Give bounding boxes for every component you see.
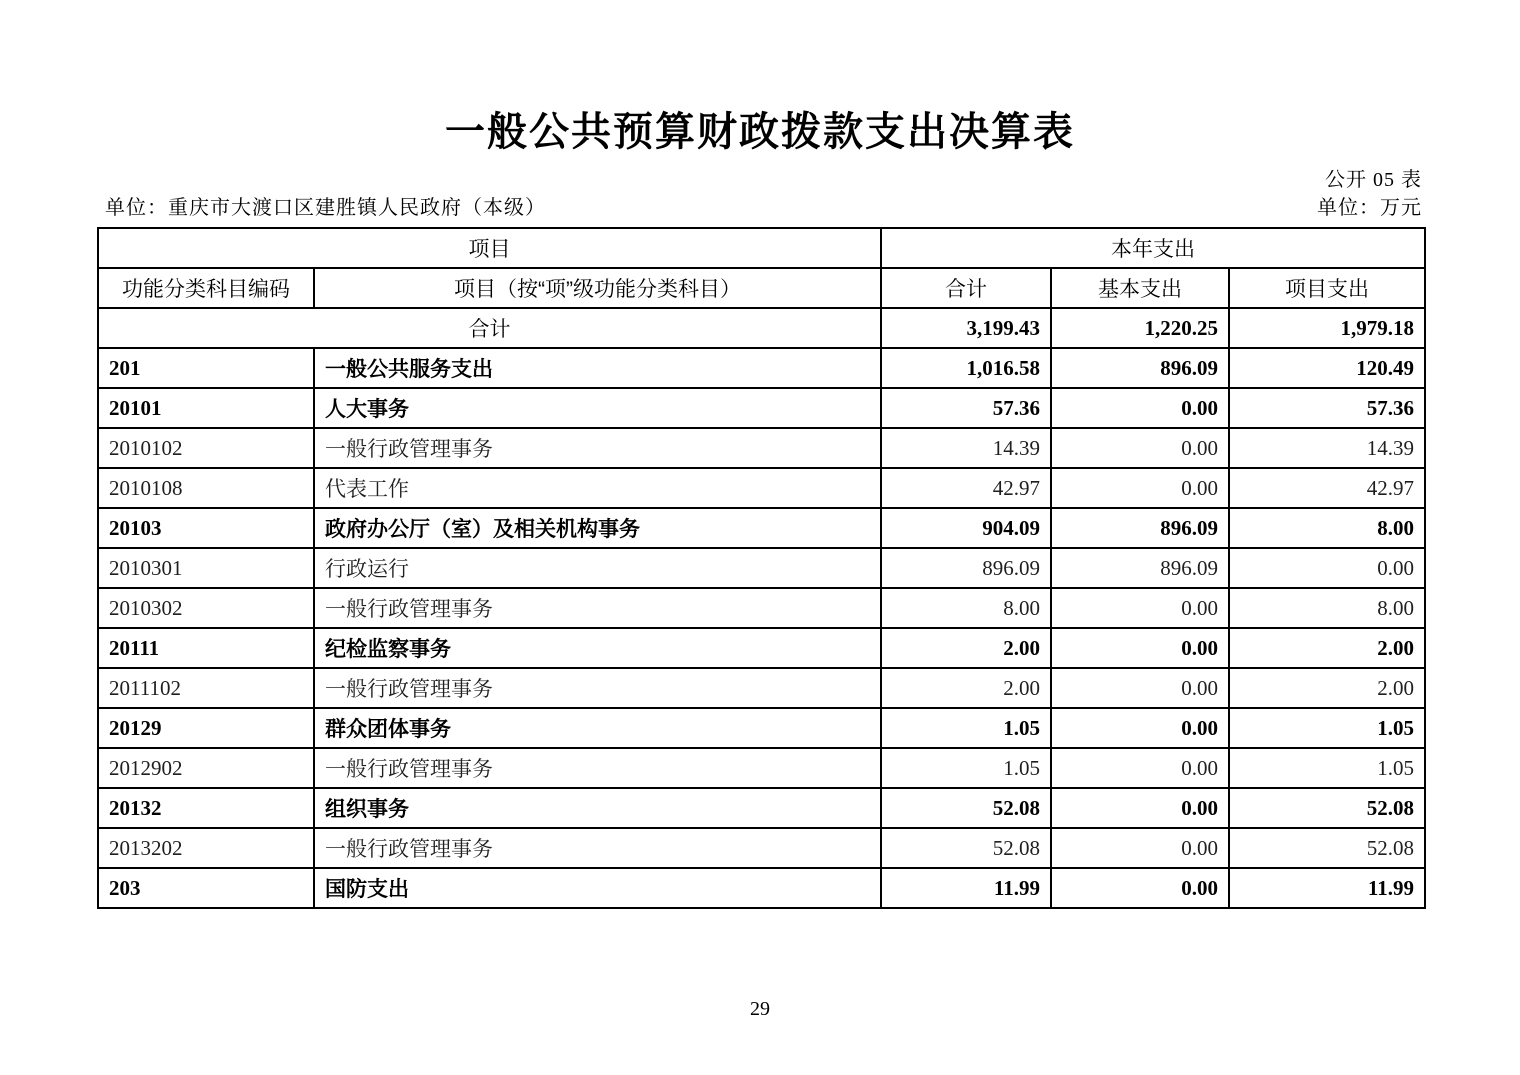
row-project-cell: 57.36: [1229, 388, 1425, 428]
row-item-cell: 一般行政管理事务: [314, 828, 881, 868]
row-basic-cell: 0.00: [1051, 468, 1229, 508]
column-header-code: 功能分类科目编码: [98, 268, 314, 308]
table-row: [98, 468, 1425, 508]
row-item-cell: 一般行政管理事务: [314, 668, 881, 708]
row-basic-cell: 896.09: [1051, 548, 1229, 588]
column-header-basic: 基本支出: [1051, 268, 1229, 308]
row-project-cell: 0.00: [1229, 548, 1425, 588]
total-row-label: 合计: [98, 308, 881, 348]
row-project-cell: 52.08: [1229, 788, 1425, 828]
row-project-cell: 1.05: [1229, 748, 1425, 788]
currency-unit-label: 单位：万元: [1317, 197, 1422, 219]
total-row-total: 3,199.43: [881, 308, 1051, 348]
row-item-cell: 代表工作: [314, 468, 881, 508]
row-total-cell: 1.05: [881, 708, 1051, 748]
column-header-total: 合计: [881, 268, 1051, 308]
row-basic-cell: 0.00: [1051, 388, 1229, 428]
row-basic-cell: 0.00: [1051, 748, 1229, 788]
table-row: [98, 348, 1425, 388]
column-header-project: 项目支出: [1229, 268, 1425, 308]
row-project-cell: 42.97: [1229, 468, 1425, 508]
org-unit-label: 单位：重庆市大渡口区建胜镇人民政府（本级）: [105, 197, 546, 219]
header-expenditure-group: 本年支出: [881, 228, 1425, 268]
row-total-cell: 904.09: [881, 508, 1051, 548]
row-code-cell: 20111: [98, 628, 314, 668]
row-project-cell: 8.00: [1229, 588, 1425, 628]
row-total-cell: 52.08: [881, 828, 1051, 868]
budget-table: [97, 227, 1426, 909]
table-row: [98, 588, 1425, 628]
page-number: 29: [750, 998, 770, 1020]
row-item-cell: 国防支出: [314, 868, 881, 908]
row-code-cell: 20132: [98, 788, 314, 828]
row-code-cell: 2010108: [98, 468, 314, 508]
page-title: 一般公共预算财政拨款支出决算表: [445, 110, 1075, 154]
row-basic-cell: 0.00: [1051, 708, 1229, 748]
table-row: [98, 828, 1425, 868]
row-total-cell: 57.36: [881, 388, 1051, 428]
row-total-cell: 2.00: [881, 628, 1051, 668]
row-item-cell: 一般行政管理事务: [314, 428, 881, 468]
row-basic-cell: 0.00: [1051, 868, 1229, 908]
row-code-cell: 2013202: [98, 828, 314, 868]
row-total-cell: 896.09: [881, 548, 1051, 588]
row-code-cell: 2010301: [98, 548, 314, 588]
row-project-cell: 2.00: [1229, 628, 1425, 668]
row-total-cell: 1.05: [881, 748, 1051, 788]
row-code-cell: 2010302: [98, 588, 314, 628]
header-item-group: 项目: [98, 228, 881, 268]
row-project-cell: 8.00: [1229, 508, 1425, 548]
header-columns-row: [98, 268, 1425, 308]
row-project-cell: 1.05: [1229, 708, 1425, 748]
row-code-cell: 2010102: [98, 428, 314, 468]
row-basic-cell: 896.09: [1051, 348, 1229, 388]
table-row: [98, 548, 1425, 588]
row-code-cell: 20103: [98, 508, 314, 548]
row-code-cell: 203: [98, 868, 314, 908]
table-row: [98, 508, 1425, 548]
row-basic-cell: 0.00: [1051, 588, 1229, 628]
row-code-cell: 2011102: [98, 668, 314, 708]
row-basic-cell: 0.00: [1051, 788, 1229, 828]
row-basic-cell: 896.09: [1051, 508, 1229, 548]
row-total-cell: 1,016.58: [881, 348, 1051, 388]
table-row: [98, 868, 1425, 908]
table-row: [98, 388, 1425, 428]
row-item-cell: 一般公共服务支出: [314, 348, 881, 388]
row-total-cell: 8.00: [881, 588, 1051, 628]
row-basic-cell: 0.00: [1051, 428, 1229, 468]
table-total-row: [98, 308, 1425, 348]
row-item-cell: 行政运行: [314, 548, 881, 588]
column-header-item: 项目（按“项”级功能分类科目）: [314, 268, 881, 308]
total-row-basic: 1,220.25: [1051, 308, 1229, 348]
row-total-cell: 52.08: [881, 788, 1051, 828]
table-code-label: 公开 05 表: [1325, 169, 1422, 191]
row-total-cell: 2.00: [881, 668, 1051, 708]
row-total-cell: 11.99: [881, 868, 1051, 908]
row-code-cell: 20101: [98, 388, 314, 428]
row-item-cell: 一般行政管理事务: [314, 588, 881, 628]
row-project-cell: 11.99: [1229, 868, 1425, 908]
row-project-cell: 52.08: [1229, 828, 1425, 868]
row-project-cell: 14.39: [1229, 428, 1425, 468]
row-code-cell: 201: [98, 348, 314, 388]
header-group-row: [98, 228, 1425, 268]
row-item-cell: 纪检监察事务: [314, 628, 881, 668]
table-row: [98, 628, 1425, 668]
row-basic-cell: 0.00: [1051, 628, 1229, 668]
table-row: [98, 788, 1425, 828]
row-total-cell: 14.39: [881, 428, 1051, 468]
row-basic-cell: 0.00: [1051, 668, 1229, 708]
row-project-cell: 2.00: [1229, 668, 1425, 708]
total-row-project: 1,979.18: [1229, 308, 1425, 348]
row-code-cell: 2012902: [98, 748, 314, 788]
row-item-cell: 政府办公厅（室）及相关机构事务: [314, 508, 881, 548]
table-row: [98, 428, 1425, 468]
row-item-cell: 一般行政管理事务: [314, 748, 881, 788]
table-row: [98, 748, 1425, 788]
row-item-cell: 群众团体事务: [314, 708, 881, 748]
row-project-cell: 120.49: [1229, 348, 1425, 388]
table-row: [98, 668, 1425, 708]
row-code-cell: 20129: [98, 708, 314, 748]
row-basic-cell: 0.00: [1051, 828, 1229, 868]
table-row: [98, 708, 1425, 748]
row-total-cell: 42.97: [881, 468, 1051, 508]
row-item-cell: 人大事务: [314, 388, 881, 428]
row-item-cell: 组织事务: [314, 788, 881, 828]
